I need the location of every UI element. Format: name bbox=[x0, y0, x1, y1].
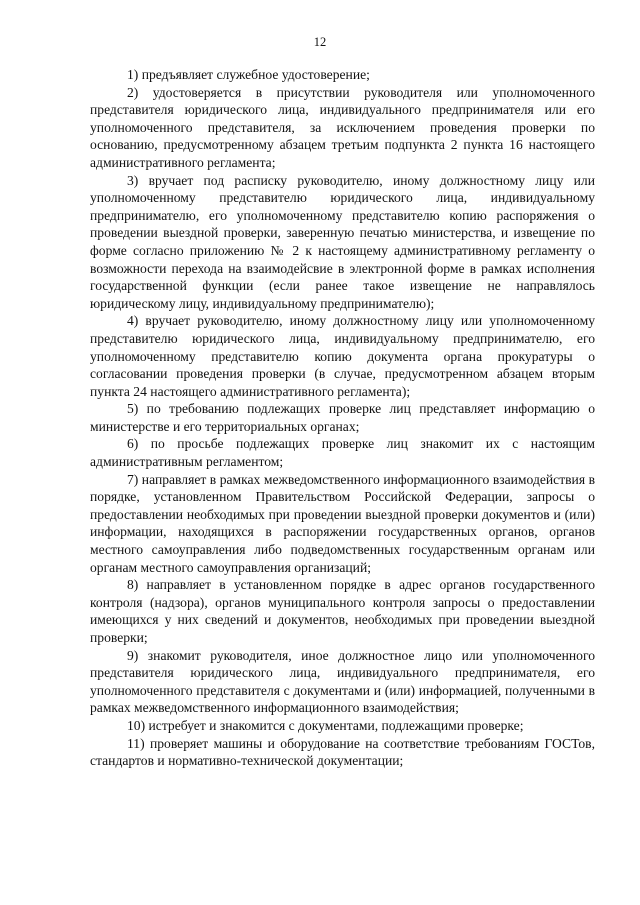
list-item-3: 3) вручает под расписку руководителю, иному должностному лицу или уполномоченному представителю юридического лица, индивидуальному предпринимателю, его уполномоченному представителю копию распоряжения о проведении выездной проверки, заверенную печатью министерства, и извещение по форме согласно приложению № 2 к настоящему административному регламенту о возможности перехода на взаимодейсвие в электронной форме в рамках исполнения государственной функции (если ранее такое извещение не направлялось юридическому лицу, индивидуальному предпринимателю); bbox=[90, 172, 595, 311]
list-item-9: 9) знакомит руководителя, иное должностное лицо или уполномоченного представителя юридического лица, индивидуального предпринимателя, его уполномоченного представителя с документами и (или) информацией, полученными в рамках межведомственного информационного взаимодействия; bbox=[90, 647, 595, 716]
list-item-1: 1) предъявляет служебное удостоверение; bbox=[127, 67, 370, 82]
page-number: 12 bbox=[313, 35, 327, 49]
list-item-5: 5) по требованию подлежащих проверке лиц представляет информацию о министерстве и его территориальных органах; bbox=[90, 401, 595, 434]
list-item-6: 6) по просьбе подлежащих проверке лиц знакомит их с настоящим административным регламентом; bbox=[90, 436, 595, 470]
document-body bbox=[90, 66, 595, 770]
list-item-8: 8) направляет в установленном порядке в адрес органов государственного контроля (надзора), органов муниципального контроля запросы о предоставлении имеющихся у них сведений и документов, необходимых при проведении выездной проверки; bbox=[90, 577, 595, 645]
list-item-2: 2) удостоверяется в присутствии руководителя или уполномоченного представителя юридического лица, индивидуального предпринимателя или его уполномоченного представителя, за исключением проведения проверки по основанию, предусмотренному абзацем третьим подпункта 2 пункта 16 настоящего административного регламента; bbox=[90, 84, 595, 170]
list-item-7: 7) направляет в рамках межведомственного информационного взаимодействия в порядке, установленном Правительством Российской Федерации, запросы о предоставлении необходимых при проведении выездной проверки документов и (или) информации, находящихся в распоряжении государственных органов, органов местного самоуправления либо подведомственных государственным органам или органам местного самоуправления организаций; bbox=[90, 471, 595, 575]
list-item-4: 4) вручает руководителю, иному должностному лицу или уполномоченному представителю юридического лица, индивидуальному предпринимателю, его уполномоченному представителю копию документа органа прокуратуры о согласовании проведения проверки (в случае, предусмотренном абзацем вторым пункта 24 настоящего административного регламента); bbox=[90, 313, 595, 399]
list-item-10: 10) истребует и знакомится с документами, подлежащими проверке; bbox=[127, 717, 524, 733]
list-item-11: 11) проверяет машины и оборудование на соответствие требованиям ГОСТов, стандартов и нормативно-технической документации; bbox=[90, 735, 595, 769]
